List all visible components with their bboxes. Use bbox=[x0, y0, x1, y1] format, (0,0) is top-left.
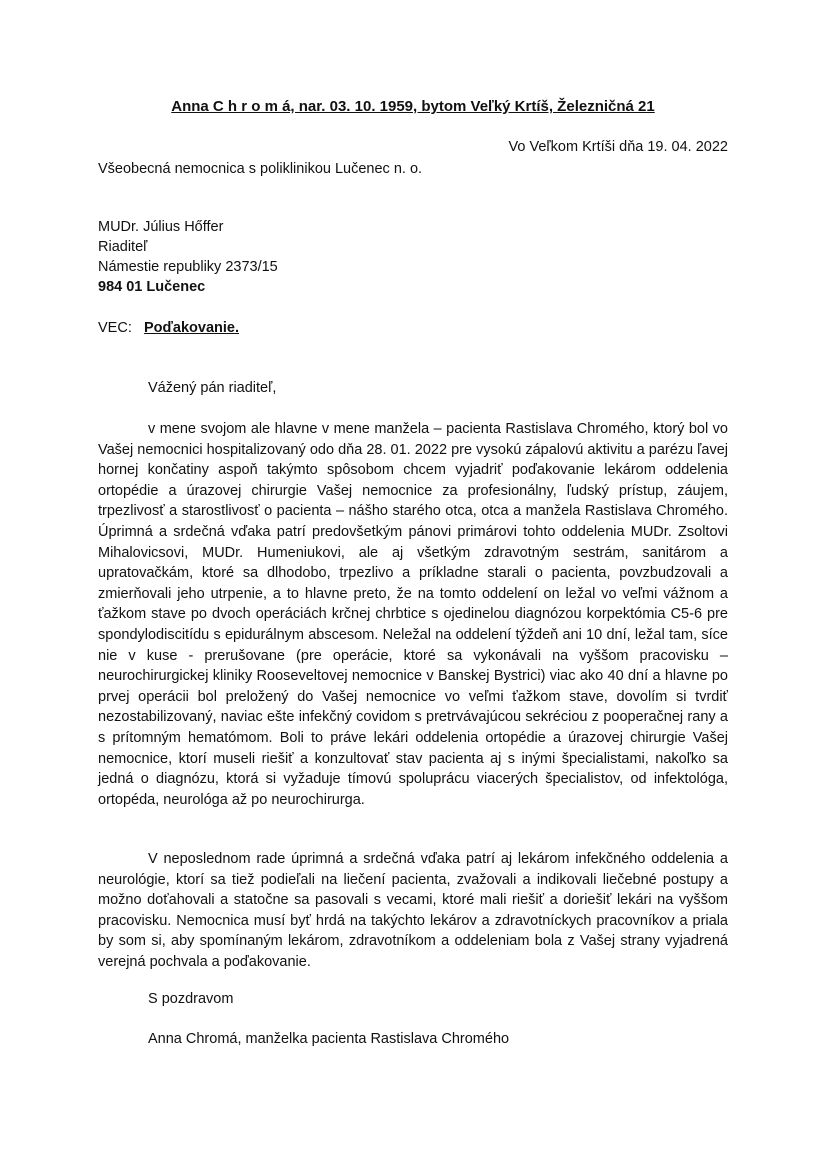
paragraph-text: V neposlednom rade úprimná a srdečná vďaka patrí aj lekárom infekčného oddelenia a neurológie, ktorí sa tiež podieľali na liečení pacienta, zvažovali a indikovali liečebné postupy a možno doťahovali a statočne sa pasovali s vecami, ktoré mali riešiť a doriešiť lekári na vyššom pracovisku. Nemocnica musí byť hrdá na takýchto lekárov a zdravotníckych pracovníkov a priala by som si, aby spomínaným lekárom, zdravotníkom a oddeleniam bola z Vašej strany vyjadrená verejná pochvala a poďakovanie. bbox=[98, 851, 728, 970]
signature: Anna Chromá, manželka pacienta Rastislava Chromého bbox=[148, 1031, 510, 1047]
sender-organization: Všeobecná nemocnica s poliklinikou Lučenec n. o. bbox=[98, 161, 423, 177]
paragraph-text: v mene svojom ale hlavne v mene manžela – pacienta Rastislava Chromého, ktorý bol vo Vašej nemocnici hospitalizovaný odo dňa 28. 01. 2022 pre vysokú zápalovú aktivitu a parézu ľavej hornej končatiny aspoň takýmto spôsobom chcem vyjadriť poďakovanie lekárom oddelenia ortopédie a úrazovej chirurgie Vašej nemocnice za profesionálny, ľudský prístup, záujem, trpezlivosť a starostlivosť o pacienta – nášho starého otca, otca a manžela Rastislava Chromého. Úprimná a srdečná vďaka patrí predovšetkým pánovi primárovi tohto oddelenia MUDr. Zsoltovi Mihalovicsovi, MUDr. Humeniukovi, ale aj všetkým zdravotným sestrám, sanitárom a upratovačkám, ktoré sa dlhodobo, trpezlivo a príkladne starali o pacienta, povzbudzovali a zmierňovali jeho utrpenie, a to hlavne preto, že na tomto oddelení on ležal vo veľmi vážnom a ťažkom stave po dvoch operáciách krčnej chrbtice s ojedinelou diagnózou korpektómia C5-6 pre spondylodiscitídu s epidurálnym abscesom. Neležal na oddelení týždeň ani 10 dní, ležal tam, síce nie v kuse - prerušovane (pre operácie, ktoré sa vykonávali na vyššom pracovisku – neurochirurgickej kliniky Rooseveltovej nemocnice v Banskej Bystrici) viac ako 40 dní a hlavne po prvej operácii bol preložený do Vašej nemocnice vo veľmi ťažkom stave, dovolím si tvrdiť nezostabilizovaný, naviac ešte infekčný covidom s pretrvávajúcou sekréciou z pooperačnej rany a s prítomným hematómom. Boli to práve lekári oddelenia ortopédie a úrazovej chirurgie Vašej nemocnice, ktorí museli riešiť a konzultovať stav pacienta aj s inými špecialistami, nakoľko sa jedná o diagnózu, ktorá si vyžaduje tímovú spoluprácu viacerých špecialistov, od infektológa, ortopéda, neurológa až po neurochirurga. bbox=[98, 421, 728, 808]
recipient-street: Námestie republiky 2373/15 bbox=[98, 259, 278, 275]
body-paragraph-1 bbox=[98, 419, 728, 810]
letter-header: Anna C h r o m á, nar. 03. 10. 1959, bytom Veľký Krtíš, Železničná 21 bbox=[171, 98, 655, 115]
date-line: Vo Veľkom Krtíši dňa 19. 04. 2022 bbox=[508, 139, 728, 155]
body-paragraph-2 bbox=[98, 849, 728, 973]
recipient-city: 984 01 Lučenec bbox=[98, 279, 206, 295]
recipient-title: Riaditeľ bbox=[98, 239, 148, 255]
recipient-name: MUDr. Július Hőffer bbox=[98, 219, 224, 235]
subject-line bbox=[98, 320, 239, 336]
closing: S pozdravom bbox=[148, 991, 234, 1007]
subject-label: VEC: bbox=[98, 320, 132, 336]
salutation: Vážený pán riaditeľ, bbox=[148, 380, 277, 396]
subject-text: Poďakovanie. bbox=[143, 320, 239, 336]
